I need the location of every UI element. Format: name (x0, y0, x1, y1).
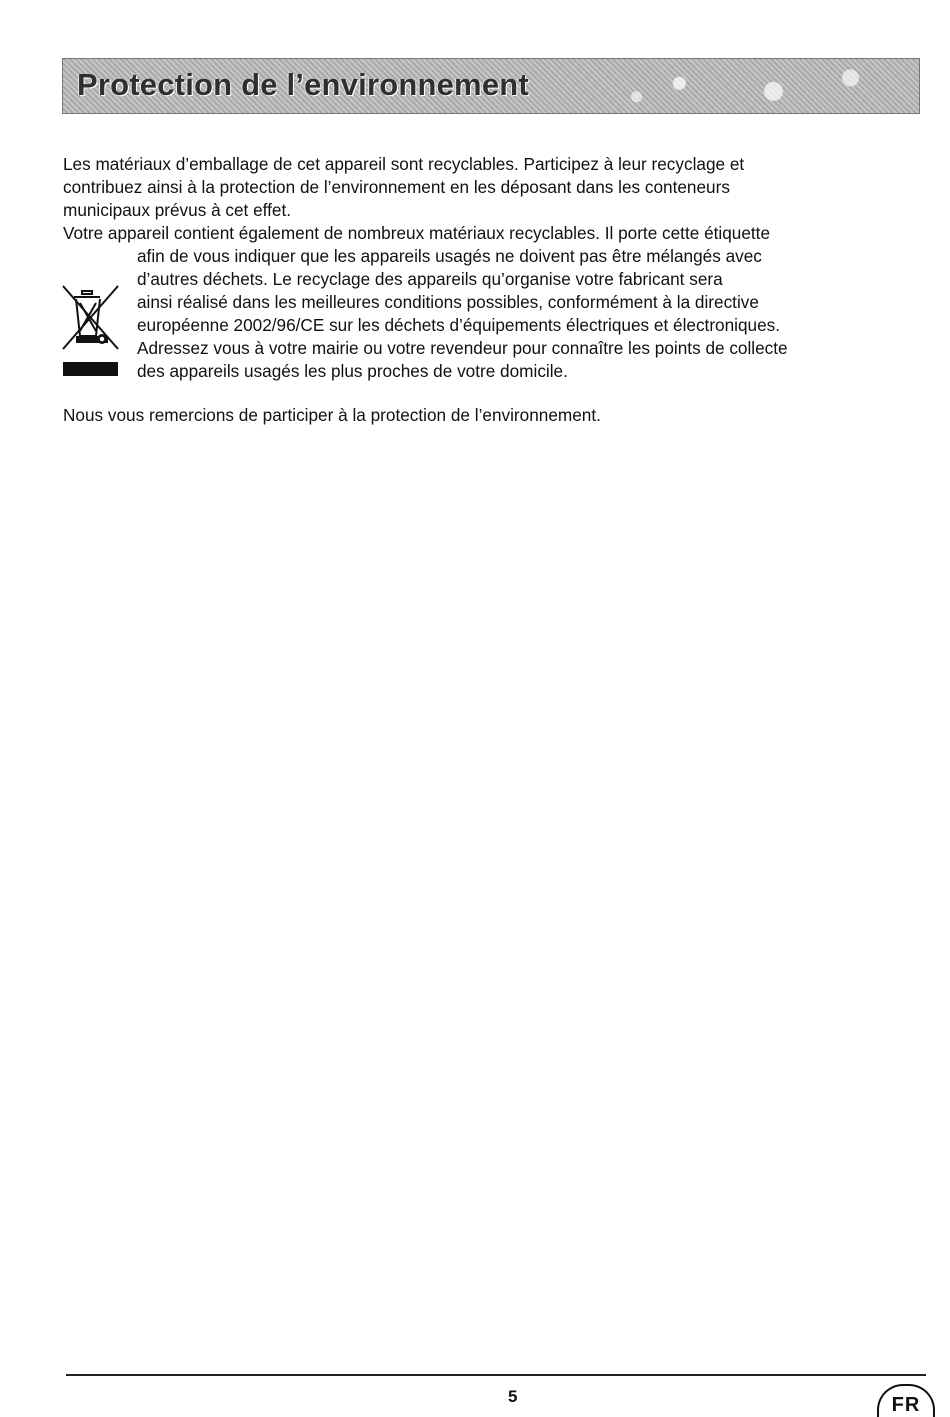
packaging-paragraph (63, 153, 744, 222)
text-line: ainsi réalisé dans les meilleures conditions possibles, conformément à la directive (137, 292, 759, 312)
text-line: contribuez ainsi à la protection de l’environnement en les déposant dans les conteneurs (63, 177, 730, 197)
page-number: 5 (508, 1387, 518, 1406)
crossed-out-wheelie-bin-icon (60, 281, 122, 353)
footer-divider (66, 1374, 926, 1376)
text-line: Adressez vous à votre mairie ou votre revendeur pour connaître les points de collecte (137, 338, 788, 358)
weee-black-bar (63, 362, 118, 376)
text-line: des appareils usagés les plus proches de votre domicile. (137, 361, 568, 381)
text-line: afin de vous indiquer que les appareils usagés ne doivent pas être mélangés avec (137, 246, 762, 266)
text-line: européenne 2002/96/CE sur les déchets d’équipements électriques et électroniques. (137, 315, 781, 335)
language-badge: FR (877, 1384, 935, 1417)
thanks-paragraph: Nous vous remercions de participer à la protection de l’environnement. (63, 405, 601, 425)
weee-paragraph-first-line: Votre appareil contient également de nombreux matériaux recyclables. Il porte cette étiquette (63, 223, 771, 243)
title-banner (62, 58, 920, 114)
text-line: d’autres déchets. Le recyclage des appareils qu’organise votre fabricant sera (137, 269, 723, 289)
text-line: municipaux prévus à cet effet. (63, 200, 292, 220)
weee-paragraph (137, 245, 788, 383)
text-line: Les matériaux d’emballage de cet appareil sont recyclables. Participez à leur recyclage et (63, 154, 745, 174)
page-title: Protection de l’environnement (77, 67, 529, 102)
